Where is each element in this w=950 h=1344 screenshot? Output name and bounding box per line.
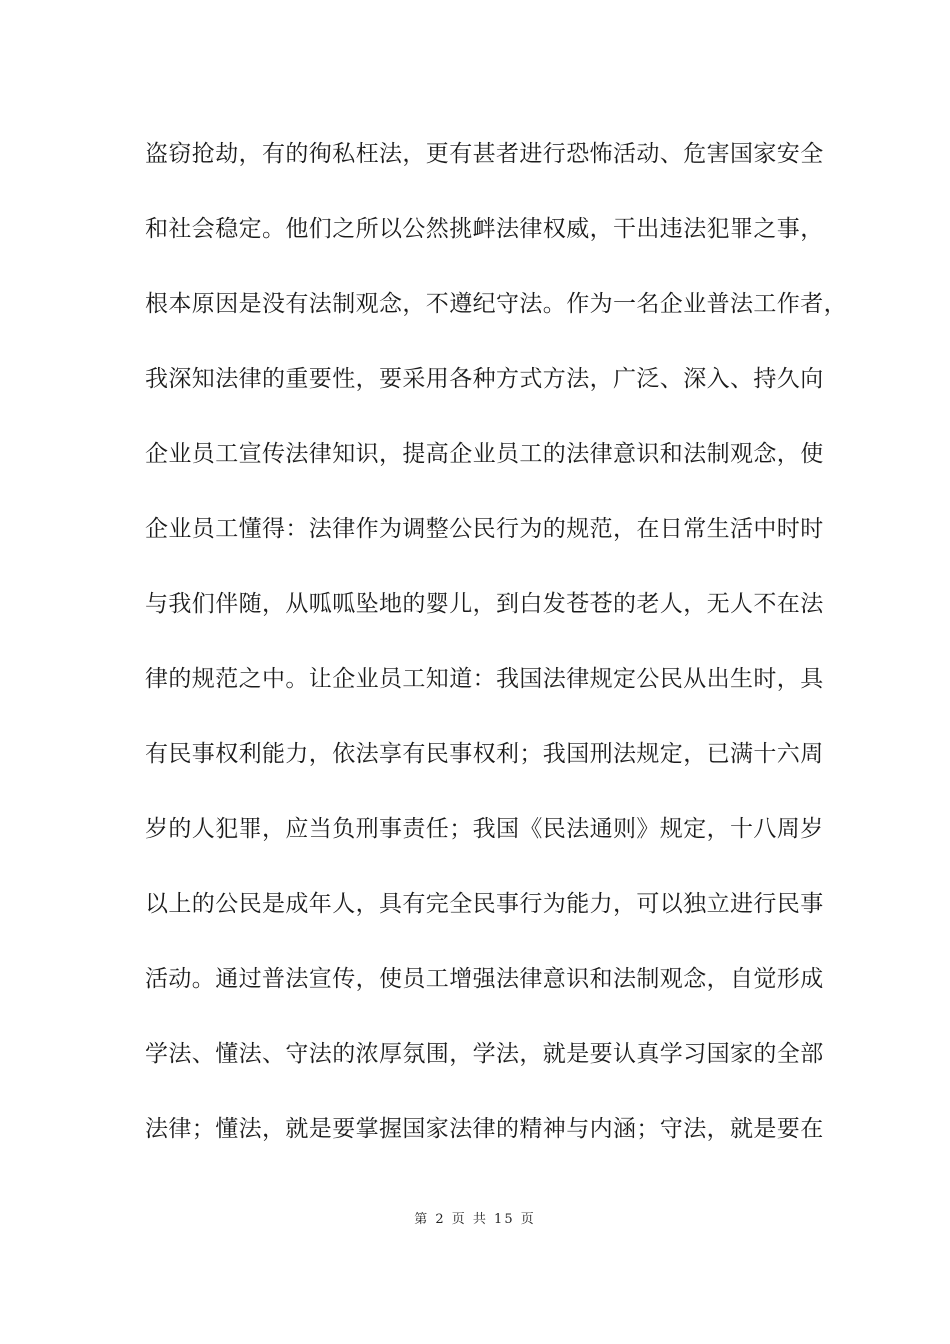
text-line: 学法、懂法、守法的浓厚氛围，学法，就是要认真学习国家的全部 <box>145 1041 824 1067</box>
text-line: 与我们伴随，从呱呱坠地的婴儿，到白发苍苍的老人，无人不在法 <box>145 591 824 617</box>
text-line: 有民事权利能力，依法享有民事权利；我国刑法规定，已满十六周 <box>145 741 824 767</box>
page-footer: 第 2 页 共 15 页 <box>414 1212 536 1227</box>
text-line: 活动。通过普法宣传，使员工增强法律意识和法制观念，自觉形成 <box>145 966 824 992</box>
text-line: 以上的公民是成年人，具有完全民事行为能力，可以独立进行民事 <box>145 891 824 917</box>
text-line: 岁的人犯罪，应当负刑事责任；我国《民法通则》规定，十八周岁 <box>145 816 824 842</box>
text-line: 企业员工懂得：法律作为调整公民行为的规范，在日常生活中时时 <box>145 516 824 542</box>
text-line: 盗窃抢劫，有的徇私枉法，更有甚者进行恐怖活动、危害国家安全 <box>145 141 824 167</box>
text-line: 我深知法律的重要性，要采用各种方式方法，广泛、深入、持久向 <box>145 366 824 392</box>
text-line: 法律；懂法，就是要掌握国家法律的精神与内涵；守法，就是要在 <box>145 1116 824 1142</box>
text-line: 律的规范之中。让企业员工知道：我国法律规定公民从出生时，具 <box>145 666 824 692</box>
text-line: 企业员工宣传法律知识，提高企业员工的法律意识和法制观念，使 <box>145 441 824 467</box>
text-line: 和社会稳定。他们之所以公然挑衅法律权威，干出违法犯罪之事， <box>145 216 824 242</box>
body-text <box>145 130 847 1180</box>
text-line: 根本原因是没有法制观念，不遵纪守法。作为一名企业普法工作者， <box>145 291 847 317</box>
